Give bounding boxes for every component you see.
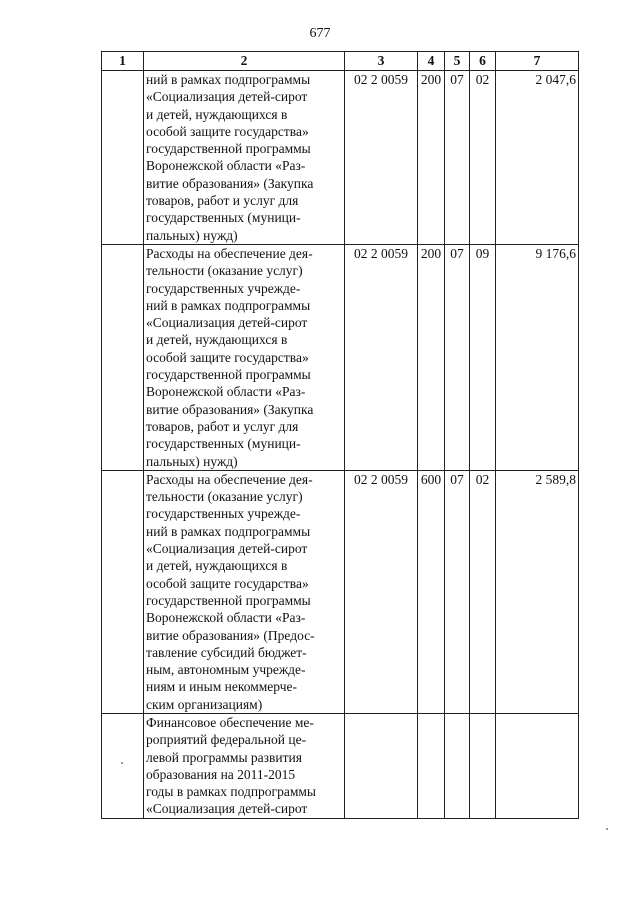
page-number: 677 (309, 26, 331, 41)
table-row (102, 470, 579, 713)
target-code-cell (345, 713, 418, 818)
table-row (102, 71, 579, 245)
header-col-4: 4 (418, 52, 445, 71)
row-number-cell (102, 470, 144, 713)
section-cell: 07 (445, 244, 470, 470)
subsection-cell: 02 (470, 71, 496, 245)
row-number-cell (102, 71, 144, 245)
header-col-7: 7 (496, 52, 579, 71)
subsection-cell: 02 (470, 470, 496, 713)
budget-table (101, 51, 579, 819)
section-cell: 07 (445, 470, 470, 713)
description-cell: Финансовое обеспечение ме- роприятий федеральной це- левой программы развития образования на 2011-2015 годы в рамках подпрограммы «Социализация детей-сирот (144, 713, 345, 818)
expense-type-cell: 200 (418, 71, 445, 245)
subsection-cell: 09 (470, 244, 496, 470)
section-cell: 07 (445, 71, 470, 245)
expense-type-cell: 600 (418, 470, 445, 713)
expense-type-cell: 200 (418, 244, 445, 470)
header-col-6: 6 (470, 52, 496, 71)
scan-speck (606, 828, 608, 830)
row-number-cell (102, 244, 144, 470)
scan-speck (121, 762, 123, 764)
header-col-2: 2 (144, 52, 345, 71)
target-code-cell: 02 2 0059 (345, 244, 418, 470)
amount-cell: 2 047,6 (496, 71, 579, 245)
description-cell: Расходы на обеспечение дея- тельности (оказание услуг) государственных учрежде- ний в рамках подпрограммы «Социализация детей-сирот и детей, нуждающихся в особой защите государства» государственной программы Воронежской области «Раз- витие образования» (Закупка товаров, работ и услуг для государственных (муници- пальных) нужд) (144, 244, 345, 470)
row-number-cell (102, 713, 144, 818)
table-row (102, 244, 579, 470)
amount-cell: 2 589,8 (496, 470, 579, 713)
table-row (102, 713, 579, 818)
description-cell: ний в рамках подпрограммы «Социализация детей-сирот и детей, нуждающихся в особой защите государства» государственной программы Воронежской области «Раз- витие образования» (Закупка товаров, работ и услуг для государственных (муници- пальных) нужд) (144, 71, 345, 245)
amount-cell (496, 713, 579, 818)
target-code-cell: 02 2 0059 (345, 470, 418, 713)
expense-type-cell (418, 713, 445, 818)
table-header (102, 52, 579, 71)
header-row (102, 52, 579, 71)
subsection-cell (470, 713, 496, 818)
section-cell (445, 713, 470, 818)
amount-cell: 9 176,6 (496, 244, 579, 470)
table-body (102, 71, 579, 819)
description-cell: Расходы на обеспечение дея- тельности (оказание услуг) государственных учрежде- ний в рамках подпрограммы «Социализация детей-сирот и детей, нуждающихся в особой защите государства» государственной программы Воронежской области «Раз- витие образования» (Предос- тавление субсидий бюджет- ным, автономным учрежде- ниям и иным некоммерче- ским организациям) (144, 470, 345, 713)
header-col-5: 5 (445, 52, 470, 71)
target-code-cell: 02 2 0059 (345, 71, 418, 245)
header-col-3: 3 (345, 52, 418, 71)
header-col-1: 1 (102, 52, 144, 71)
